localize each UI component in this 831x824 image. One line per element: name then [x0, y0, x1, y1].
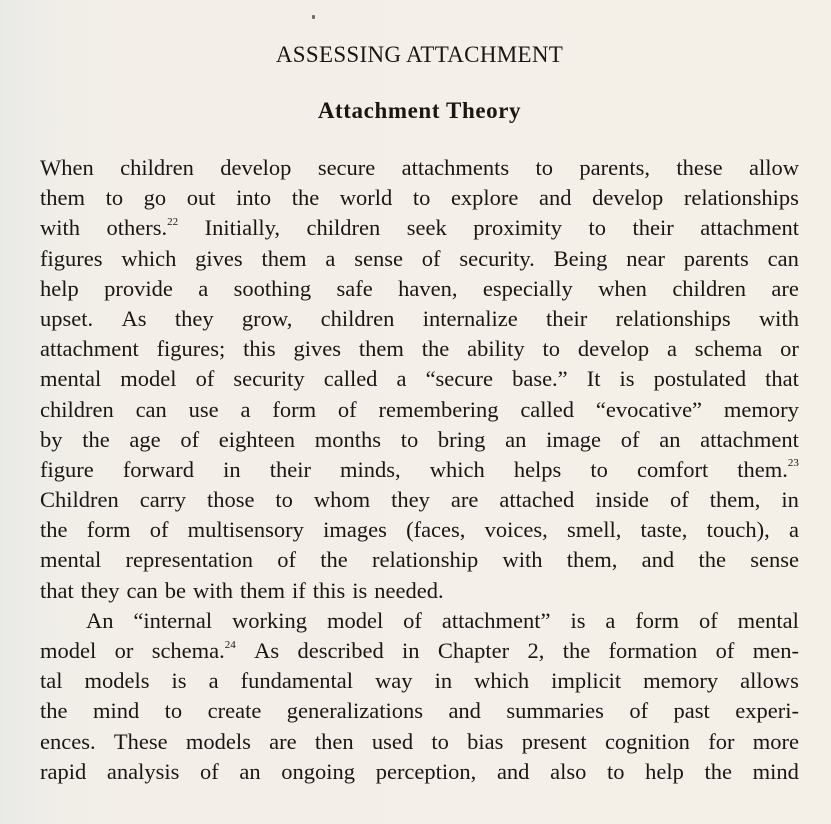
- word: this: [312, 577, 346, 603]
- word: described: [297, 638, 384, 663]
- word: the: [698, 547, 726, 573]
- word: internalize: [422, 305, 518, 331]
- word: ability: [467, 336, 525, 362]
- word: proximity: [473, 215, 562, 241]
- word: months: [314, 426, 381, 452]
- line-words: [40, 485, 799, 515]
- word: are: [771, 275, 799, 301]
- word: is: [619, 366, 635, 392]
- line-words: [40, 636, 799, 666]
- word: haven,: [398, 275, 458, 301]
- word: security.: [459, 245, 535, 271]
- word: touch),: [706, 517, 770, 543]
- word: the: [40, 517, 68, 543]
- word: that: [40, 577, 74, 603]
- word: of: [403, 607, 422, 633]
- word: a: [788, 517, 799, 543]
- word: a: [666, 336, 677, 362]
- text-line: [40, 696, 799, 726]
- word: a: [208, 668, 219, 694]
- word: children: [672, 275, 747, 301]
- word: an: [505, 426, 527, 452]
- text-line: [40, 757, 799, 787]
- word: attachment: [40, 336, 139, 362]
- word: taste,: [640, 517, 688, 543]
- word: tal: [40, 668, 63, 694]
- word: model: [326, 607, 384, 633]
- word: gives: [195, 245, 243, 271]
- word: As: [121, 305, 147, 331]
- word: they: [174, 305, 214, 331]
- word: smell,: [566, 517, 622, 543]
- word: needed.: [374, 577, 444, 603]
- word: are: [269, 728, 297, 754]
- word: memory: [643, 668, 719, 694]
- word: whom: [313, 487, 371, 513]
- word: models: [185, 728, 251, 754]
- word: formation: [608, 638, 698, 663]
- word: ences.: [40, 728, 96, 754]
- word: of: [698, 607, 718, 633]
- word: develop: [577, 336, 650, 362]
- line-words: [40, 274, 799, 304]
- word: with: [192, 577, 233, 603]
- word: to: [275, 487, 293, 513]
- word: those: [206, 487, 255, 513]
- word: which: [121, 245, 177, 271]
- word: be: [164, 577, 186, 603]
- word: can: [767, 245, 799, 271]
- line-words: [40, 395, 799, 425]
- word: implicit: [551, 668, 622, 694]
- word: bias: [467, 728, 504, 754]
- word: sense: [354, 245, 403, 271]
- word: relationships: [683, 185, 799, 211]
- text-line: [40, 727, 799, 757]
- word: when: [598, 275, 647, 301]
- word: them: [40, 185, 85, 211]
- word: them: [240, 577, 285, 603]
- word: their: [632, 215, 674, 241]
- word: mind: [752, 758, 799, 784]
- word: representation: [125, 547, 253, 573]
- word: inside: [595, 487, 650, 513]
- word: mental: [40, 366, 102, 392]
- word: to: [412, 185, 431, 211]
- text-line: [40, 576, 799, 606]
- word: experi-: [735, 698, 799, 724]
- word: parents,: [579, 155, 650, 180]
- word: them: [358, 336, 404, 362]
- word: children: [120, 155, 194, 180]
- word: especially: [482, 275, 573, 301]
- word: develop: [220, 155, 292, 180]
- word: can: [135, 396, 167, 422]
- word: the: [704, 758, 733, 784]
- word: a: [605, 607, 616, 633]
- word: a: [198, 275, 209, 301]
- word: into: [236, 185, 272, 211]
- word: form: [272, 396, 317, 422]
- line-words: [40, 666, 799, 696]
- word: an: [659, 426, 681, 452]
- word: model: [120, 366, 177, 392]
- word: then: [314, 728, 354, 754]
- word: is: [352, 577, 368, 603]
- word: figure: [40, 456, 94, 482]
- word: base.”: [512, 366, 568, 392]
- text-line: [40, 425, 799, 455]
- word: schema: [694, 336, 763, 362]
- word: of: [337, 396, 357, 422]
- word: of: [200, 758, 219, 784]
- word: if: [292, 577, 306, 603]
- word: summaries: [506, 698, 604, 724]
- word: models: [84, 668, 150, 694]
- word: working: [232, 607, 308, 633]
- word: “secure: [425, 366, 494, 392]
- line-words: [40, 213, 799, 243]
- text-line: [40, 153, 799, 183]
- word: with: [40, 215, 81, 241]
- footnote-reference[interactable]: 24: [224, 638, 236, 651]
- footnote-reference[interactable]: 23: [787, 457, 799, 470]
- word: allow: [748, 155, 799, 180]
- text-line: [40, 515, 799, 545]
- word: near: [626, 245, 665, 271]
- word: upset.: [40, 305, 94, 331]
- word: develop: [592, 185, 664, 211]
- word: ongoing: [281, 758, 356, 784]
- word: mental: [737, 607, 799, 633]
- word: multisensory: [187, 517, 304, 543]
- word: attached: [499, 487, 575, 513]
- word: used: [371, 728, 414, 754]
- word: them,: [709, 487, 761, 513]
- word: go: [143, 185, 167, 211]
- word: a: [325, 245, 336, 271]
- line-words: [40, 183, 799, 213]
- word: attachments: [401, 155, 510, 180]
- word: attachment”: [441, 607, 551, 633]
- word: with: [502, 547, 543, 573]
- word: the: [562, 638, 591, 663]
- word: in: [781, 487, 799, 513]
- line-words: [40, 244, 799, 274]
- line-words: [40, 696, 799, 726]
- word: use: [188, 396, 219, 422]
- line-words: [40, 545, 799, 575]
- line-words: [40, 455, 799, 485]
- word: generalizations: [286, 698, 423, 724]
- word: the: [320, 547, 348, 573]
- word: allows: [740, 668, 799, 694]
- word: in: [434, 668, 453, 694]
- word: perception,: [375, 758, 477, 784]
- word: the: [291, 185, 320, 211]
- word: to: [535, 155, 554, 180]
- word: safe: [336, 275, 373, 301]
- word: way: [375, 668, 413, 694]
- word: Children: [40, 487, 119, 513]
- word: analysis: [106, 758, 180, 784]
- word: minds,: [340, 456, 401, 482]
- word: bring: [437, 426, 486, 452]
- word: others.$^{22}$: [106, 215, 179, 241]
- word: of: [629, 698, 649, 724]
- word: the: [40, 698, 68, 724]
- word: of: [620, 426, 640, 452]
- text-line: [40, 183, 799, 213]
- word: are: [450, 487, 479, 513]
- word: of: [670, 487, 689, 513]
- line-words: [40, 304, 799, 334]
- word: security: [233, 366, 305, 392]
- word: Being: [553, 245, 608, 271]
- word: and: [538, 185, 572, 211]
- word: figures;: [156, 336, 226, 362]
- word: to: [588, 215, 607, 241]
- word: to: [164, 698, 183, 724]
- body-text: [40, 153, 799, 787]
- word: figures: [40, 245, 103, 271]
- text-line: [40, 244, 799, 274]
- text-line: [40, 606, 799, 636]
- word: world: [339, 185, 393, 211]
- line-words: [40, 153, 799, 183]
- word: or: [780, 336, 799, 362]
- line-words: [40, 757, 799, 787]
- word: comfort: [636, 456, 709, 482]
- word: a: [396, 366, 407, 392]
- word: age: [129, 426, 161, 452]
- word: and: [496, 758, 530, 784]
- text-line: [40, 395, 799, 425]
- word: secure: [317, 155, 376, 180]
- word: to: [400, 426, 419, 452]
- text-line: [40, 636, 799, 666]
- word: an: [239, 758, 261, 784]
- word: rapid: [40, 758, 87, 784]
- word: their: [269, 456, 311, 482]
- text-line: [40, 334, 799, 364]
- word: Chapter: [437, 638, 510, 663]
- word: to: [542, 336, 560, 362]
- word: the: [82, 426, 110, 452]
- word: create: [207, 698, 262, 724]
- word: them,: [566, 547, 618, 573]
- word: past: [673, 698, 710, 724]
- word: mental: [40, 547, 102, 573]
- word: voices,: [484, 517, 548, 543]
- word: also: [550, 758, 587, 784]
- subsection-title: Attachment Theory: [317, 98, 522, 123]
- word: of: [195, 366, 215, 392]
- word: eighteen: [218, 426, 296, 452]
- word: children: [320, 305, 395, 331]
- word: These: [113, 728, 168, 754]
- word: this: [243, 336, 276, 362]
- word: cognition: [604, 728, 690, 754]
- word: and: [641, 547, 675, 573]
- word: men-: [752, 638, 799, 663]
- word: carry: [139, 487, 186, 513]
- line-words: [86, 606, 799, 636]
- word: the: [421, 336, 450, 362]
- text-line: [40, 666, 799, 696]
- word: their: [546, 305, 588, 331]
- word: called: [323, 366, 378, 392]
- word: As: [254, 638, 280, 663]
- word: by: [40, 426, 63, 452]
- word: them: [261, 245, 307, 271]
- word: help: [645, 758, 684, 784]
- word: with: [758, 305, 799, 331]
- word: attachment: [700, 426, 799, 452]
- word: schema.$^{24}$: [151, 638, 236, 663]
- word: more: [752, 728, 799, 754]
- word: of: [180, 426, 200, 452]
- section-title: ASSESSING ATTACHMENT: [275, 42, 564, 67]
- word: of: [421, 245, 441, 271]
- word: children: [40, 396, 114, 422]
- word: relationship: [372, 547, 479, 573]
- ink-speck: [312, 15, 315, 19]
- word: postulated: [653, 366, 747, 392]
- word: sense: [750, 547, 799, 573]
- word: helps: [513, 456, 562, 482]
- word: “evocative”: [595, 396, 703, 422]
- text-line: [40, 545, 799, 575]
- line-words: [40, 515, 799, 545]
- word: Initially,: [204, 215, 281, 241]
- text-line: [40, 213, 799, 243]
- word: “internal: [133, 607, 213, 633]
- word: which: [429, 456, 485, 482]
- word: form: [86, 517, 131, 543]
- word: memory: [723, 396, 799, 422]
- word: It: [586, 366, 601, 392]
- word: they: [391, 487, 430, 513]
- text-line: [40, 455, 799, 485]
- line-words: [40, 425, 799, 455]
- word: attachment: [700, 215, 799, 241]
- word: model: [40, 638, 97, 663]
- word: present: [521, 728, 587, 754]
- word: images: [323, 517, 387, 543]
- line-words: [40, 576, 799, 606]
- word: is: [171, 668, 187, 694]
- word: children: [306, 215, 381, 241]
- word: 2,: [527, 638, 545, 663]
- word: grow,: [241, 305, 293, 331]
- word: image: [546, 426, 602, 452]
- line-words: [40, 364, 799, 394]
- line-words: [40, 727, 799, 757]
- word: which: [474, 668, 530, 694]
- word: soothing: [233, 275, 312, 301]
- word: for: [708, 728, 735, 754]
- word: mind: [92, 698, 140, 724]
- word: parents: [683, 245, 749, 271]
- word: them.$^{23}$: [737, 456, 799, 482]
- word: to: [105, 185, 124, 211]
- word: of: [277, 547, 296, 573]
- word: remembering: [378, 396, 499, 422]
- word: gives: [293, 336, 342, 362]
- word: they: [80, 577, 120, 603]
- word: When: [40, 155, 94, 180]
- footnote-reference[interactable]: 22: [167, 215, 179, 228]
- text-line: [40, 364, 799, 394]
- word: form: [635, 607, 680, 633]
- word: is: [570, 607, 586, 633]
- word: a: [240, 396, 251, 422]
- word: or: [114, 638, 134, 663]
- word: (faces,: [406, 517, 466, 543]
- word: forward: [122, 456, 195, 482]
- word: in: [402, 638, 420, 663]
- word: help: [40, 275, 79, 301]
- word: can: [126, 577, 158, 603]
- word: and: [448, 698, 481, 724]
- text-line: [40, 274, 799, 304]
- word: explore: [450, 185, 519, 211]
- word: of: [715, 638, 735, 663]
- word: seek: [406, 215, 447, 241]
- word: out: [186, 185, 216, 211]
- word: to: [431, 728, 449, 754]
- word: of: [149, 517, 169, 543]
- word: called: [520, 396, 575, 422]
- word: that: [765, 366, 799, 392]
- word: fundamental: [240, 668, 354, 694]
- word: to: [606, 758, 625, 784]
- word: in: [223, 456, 241, 482]
- word: relationships: [615, 305, 731, 331]
- word: to: [590, 456, 608, 482]
- word: these: [676, 155, 723, 180]
- word: An: [86, 607, 114, 633]
- line-words: [40, 334, 799, 364]
- word: provide: [104, 275, 173, 301]
- text-line: [40, 304, 799, 334]
- text-line: [40, 485, 799, 515]
